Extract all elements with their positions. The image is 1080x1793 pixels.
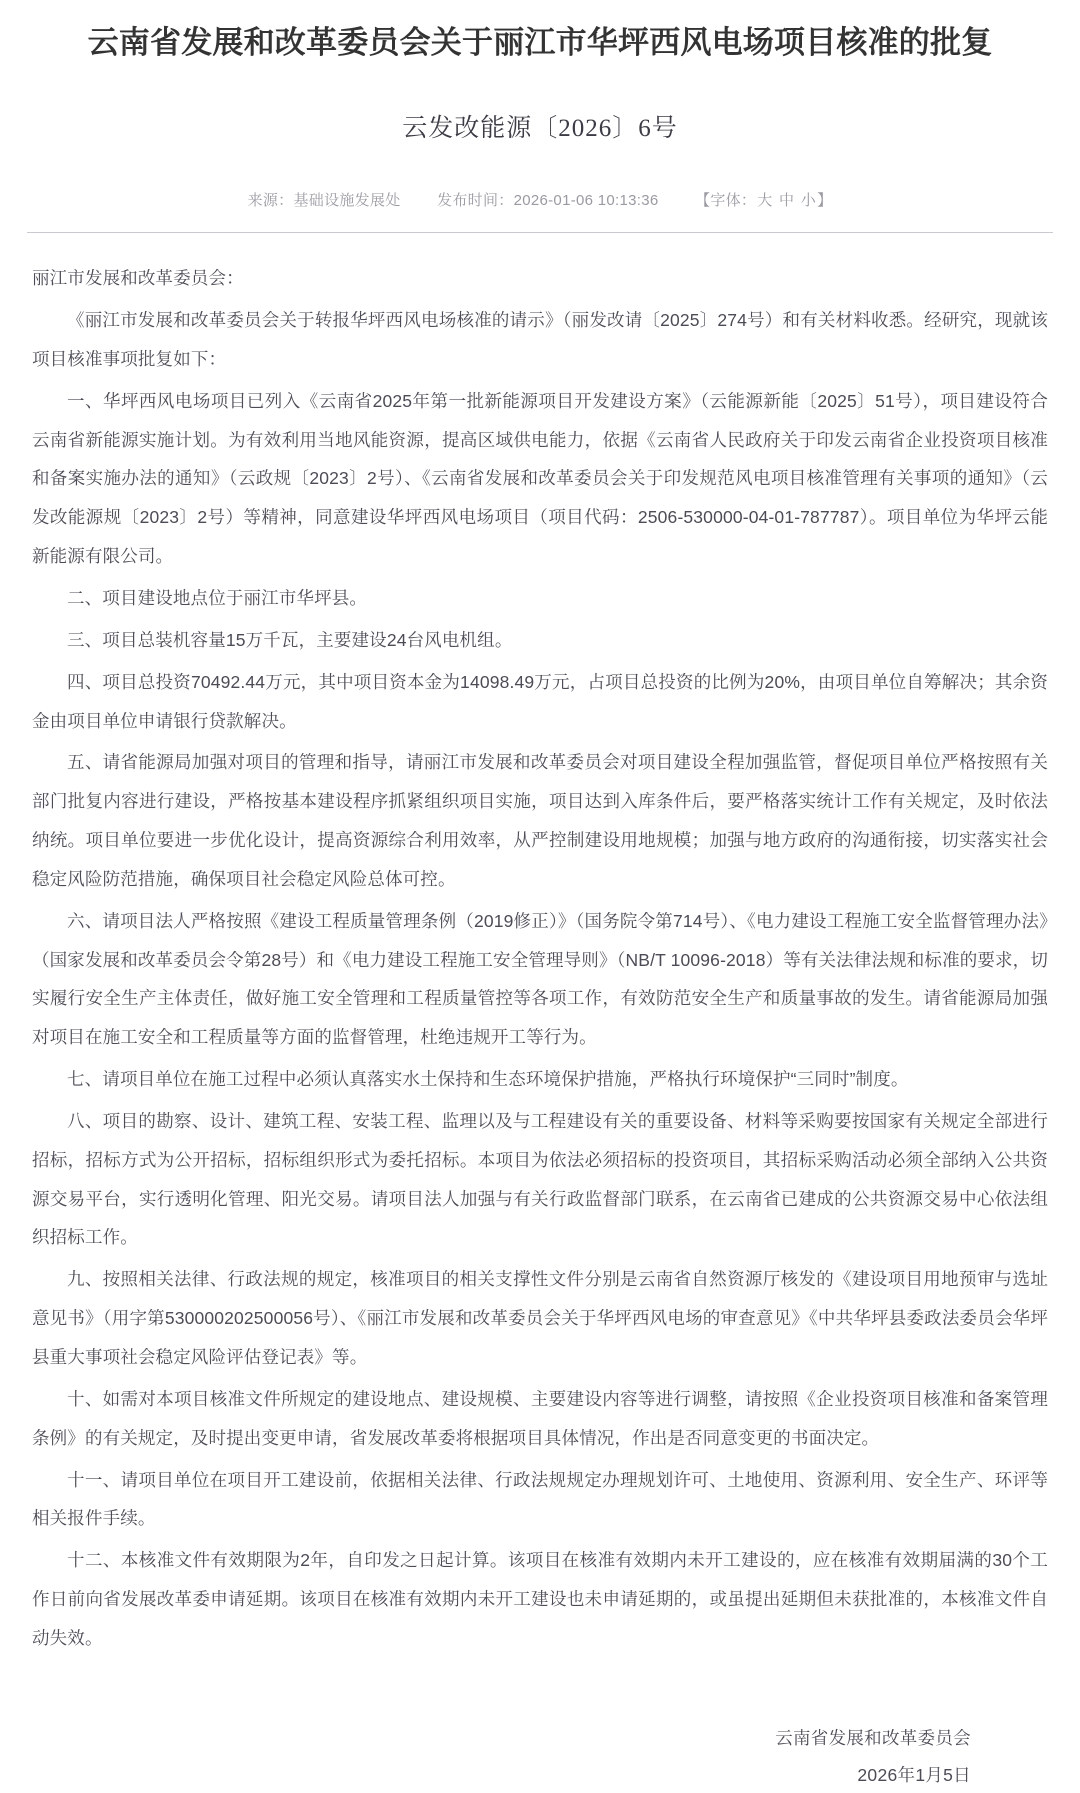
issue-date: 2026年1月5日	[27, 1757, 971, 1793]
article-paragraph: 五、请省能源局加强对项目的管理和指导，请丽江市发展和改革委员会对项目建设全程加强监管，督促项目单位严格按照有关部门批复内容进行建设，严格按基本建设程序抓紧组织项目实施，项目达到入库条件后，要严格落实统计工作有关规定，及时依法纳统。项目单位要进一步优化设计，提高资源综合利用效率，从严控制建设用地规模；加强与地方政府的沟通衔接，切实落实社会稳定风险防范措施，确保项目社会稳定风险总体可控。	[32, 743, 1048, 898]
font-size-small-button[interactable]: 小	[800, 192, 817, 209]
article-paragraph: 十一、请项目单位在项目开工建设前，依据相关法律、行政法规规定办理规划许可、土地使用、资源利用、安全生产、环评等相关报件手续。	[32, 1461, 1048, 1539]
article-paragraph: 七、请项目单位在施工过程中必须认真落实水土保持和生态环境保护措施，严格执行环境保护“三同时”制度。	[32, 1060, 1048, 1099]
font-size-medium-button[interactable]: 中	[778, 192, 795, 209]
font-size-prefix: 【字体：	[695, 192, 756, 209]
publish-time-label: 发布时间：2026-01-06 10:13:36	[437, 189, 659, 210]
article-paragraph: 九、按照相关法律、行政法规的规定，核准项目的相关支撑性文件分别是云南省自然资源厅核发的《建设项目用地预审与选址意见书》（用字第530000202500056号）、《丽江市发展和改革委员会关于华坪西风电场的审查意见》《中共华坪县委政法委员会华坪县重大事项社会稳定风险评估登记表》等。	[32, 1260, 1048, 1377]
article-paragraph: 十二、本核准文件有效期限为2年，自印发之日起计算。该项目在核准有效期内未开工建设的，应在核准有效期届满的30个工作日前向省发展改革委申请延期。该项目在核准有效期内未开工建设也未申请延期的，或虽提出延期但未获批准的，本核准文件自动失效。	[32, 1541, 1048, 1658]
issuing-organization: 云南省发展和改革委员会	[27, 1720, 971, 1757]
article-paragraph: 丽江市发展和改革委员会：	[32, 259, 1048, 298]
font-size-suffix: 】	[817, 192, 832, 209]
article-body	[27, 259, 1053, 1658]
metadata-bar	[27, 189, 1053, 210]
page-title: 云南省发展和改革委员会关于丽江市华坪西风电场项目核准的批复	[27, 18, 1053, 68]
document-page	[0, 18, 1080, 1793]
source-label: 来源：基础设施发展处	[248, 189, 401, 210]
article-paragraph: 二、项目建设地点位于丽江市华坪县。	[32, 579, 1048, 618]
font-size-control	[695, 189, 832, 210]
header-divider	[27, 232, 1053, 233]
article-paragraph: 四、项目总投资70492.44万元，其中项目资本金为14098.49万元，占项目总投资的比例为20%，由项目单位自筹解决；其余资金由项目单位申请银行贷款解决。	[32, 663, 1048, 741]
article-paragraph: 三、项目总装机容量15万千瓦，主要建设24台风电机组。	[32, 621, 1048, 660]
document-number: 云发改能源〔2026〕6号	[27, 108, 1053, 144]
article-paragraph: 八、项目的勘察、设计、建筑工程、安装工程、监理以及与工程建设有关的重要设备、材料等采购要按国家有关规定全部进行招标，招标方式为公开招标，招标组织形式为委托招标。本项目为依法必须招标的投资项目，其招标采购活动必须全部纳入公共资源交易平台，实行透明化管理、阳光交易。请项目法人加强与有关行政监督部门联系，在云南省已建成的公共资源交易中心依法组织招标工作。	[32, 1102, 1048, 1257]
article-paragraph: 六、请项目法人严格按照《建设工程质量管理条例（2019修正）》（国务院令第714号）、《电力建设工程施工安全监督管理办法》（国家发展和改革委员会令第28号）和《电力建设工程施工安全管理导则》（NB/T 10096-2018）等有关法律法规和标准的要求，切实履行安全生产主体责任，做好施工安全管理和工程质量管控等各项工作，有效防范安全生产和质量事故的发生。请省能源局加强对项目在施工安全和工程质量等方面的监督管理，杜绝违规开工等行为。	[32, 902, 1048, 1057]
font-size-large-button[interactable]: 大	[756, 192, 773, 209]
signature-block	[27, 1720, 1053, 1793]
article-paragraph: 十、如需对本项目核准文件所规定的建设地点、建设规模、主要建设内容等进行调整，请按照《企业投资项目核准和备案管理条例》的有关规定，及时提出变更申请，省发展改革委将根据项目具体情况，作出是否同意变更的书面决定。	[32, 1380, 1048, 1458]
article-paragraph: 一、华坪西风电场项目已列入《云南省2025年第一批新能源项目开发建设方案》（云能源新能〔2025〕51号），项目建设符合云南省新能源实施计划。为有效利用当地风能资源，提高区域供电能力，依据《云南省人民政府关于印发云南省企业投资项目核准和备案实施办法的通知》（云政规〔2023〕2号）、《云南省发展和改革委员会关于印发规范风电项目核准管理有关事项的通知》（云发改能源规〔2023〕2号）等精神，同意建设华坪西风电场项目（项目代码：2506-530000-04-01-787787）。项目单位为华坪云能新能源有限公司。	[32, 382, 1048, 576]
article-paragraph: 《丽江市发展和改革委员会关于转报华坪西风电场核准的请示》（丽发改请〔2025〕274号）和有关材料收悉。经研究，现就该项目核准事项批复如下：	[32, 301, 1048, 379]
